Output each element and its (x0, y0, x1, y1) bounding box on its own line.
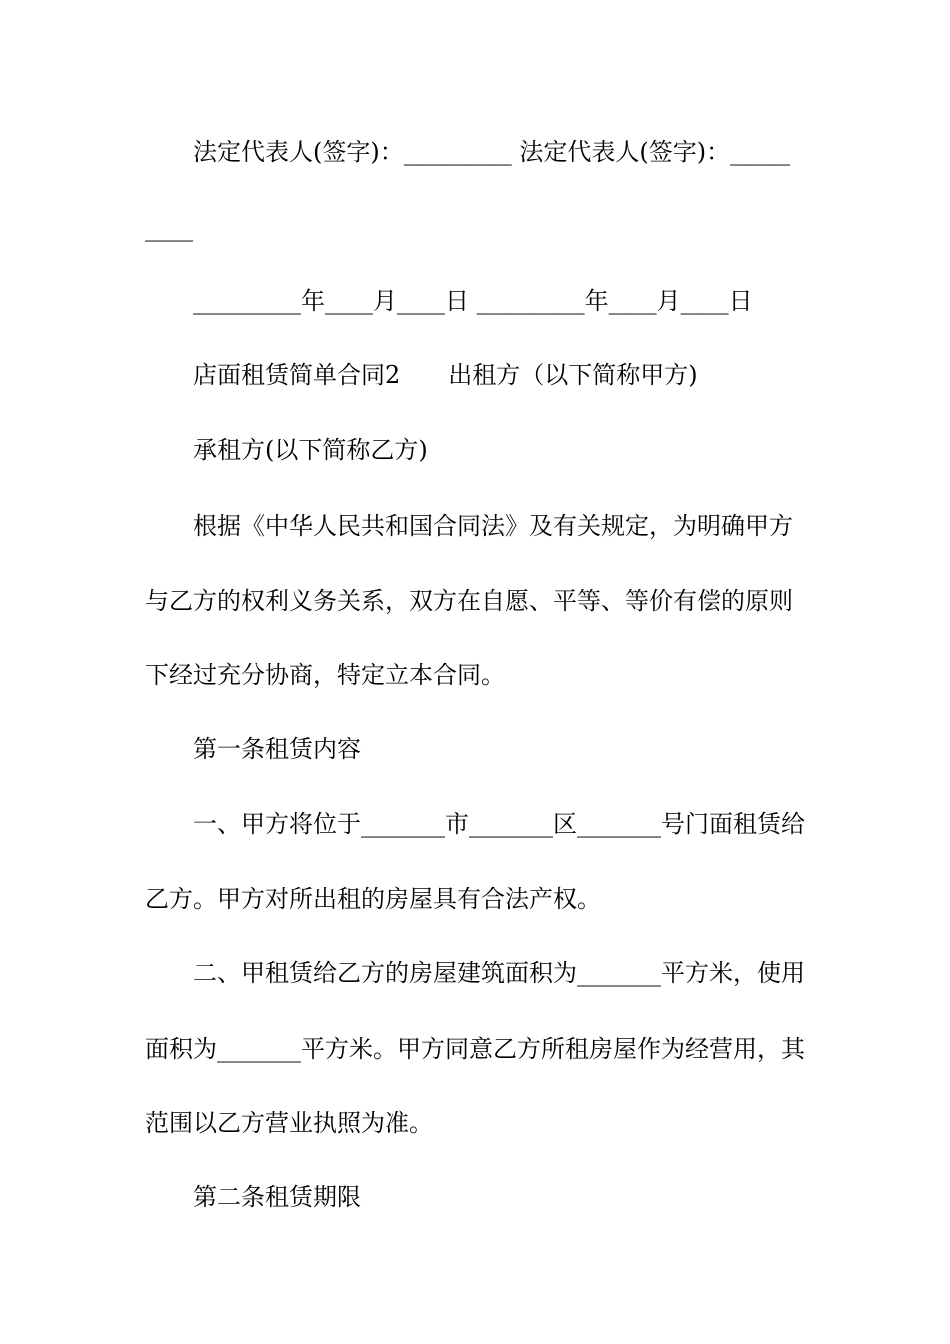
date-line: _________年____月____日 _________年____月____日 (193, 287, 753, 315)
preamble-paragraph-line: 下经过充分协商，特定立本合同。 (145, 661, 505, 689)
lessee-line: 承租方(以下简称乙方) (193, 436, 428, 464)
clause-paragraph-line: 一、甲方将位于_______市_______区_______号门面租赁给 (193, 810, 805, 838)
preamble-paragraph-line: 与乙方的权利义务关系，双方在自愿、平等、等价有偿的原则 (145, 587, 793, 615)
signature-line: 法定代表人(签字)：_________ 法定代表人(签字)：_____ (193, 138, 791, 166)
clause-paragraph-line: 二、甲租赁给乙方的房屋建筑面积为_______平方米，使用 (193, 959, 805, 987)
article-heading: 第一条租赁内容 (193, 735, 361, 763)
preamble-paragraph-line: 根据《中华人民共和国合同法》及有关规定，为明确甲方 (193, 512, 793, 540)
signature-line-continued: ____ (145, 214, 193, 242)
clause-paragraph-line: 面积为_______平方米。甲方同意乙方所租房屋作为经营用，其 (145, 1035, 805, 1063)
contract-title-lessor: 店面租赁简单合同2 出租方（以下简称甲方) (193, 361, 698, 389)
clause-paragraph-line: 范围以乙方营业执照为准。 (145, 1109, 433, 1137)
article-heading: 第二条租赁期限 (193, 1183, 361, 1211)
clause-paragraph-line: 乙方。甲方对所出租的房屋具有合法产权。 (145, 885, 601, 913)
